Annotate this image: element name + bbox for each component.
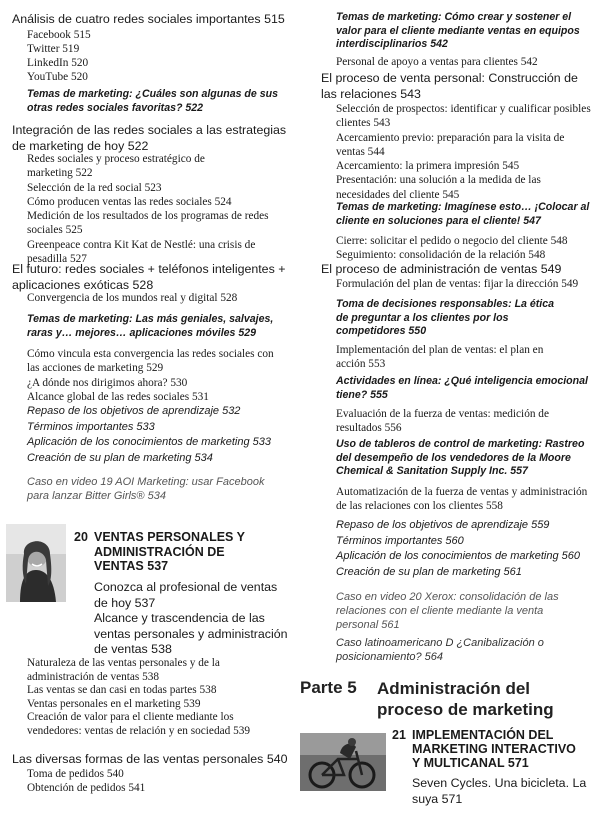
toc-subentry: Medición de los resultados de los programas de redes sociales 525 bbox=[27, 210, 269, 237]
toc-subentry: Formulación del plan de ventas: fijar la dirección 549 bbox=[336, 278, 579, 290]
toc-section-futuro: El futuro: redes sociales + teléfonos inteligentes + aplicaciones exóticas 528 bbox=[12, 262, 286, 292]
toc-subentry: Cierre: solicitar el pedido o negocio del cliente 548 bbox=[336, 235, 568, 247]
toc-section-administracion: El proceso de administración de ventas 549 bbox=[321, 262, 562, 276]
review-item: Creación de su plan de marketing 561 bbox=[336, 565, 522, 578]
part-title: Administración del proceso de marketing bbox=[377, 679, 554, 719]
review-item: Repaso de los objetivos de aprendizaje 532 bbox=[27, 405, 241, 417]
toc-subentry: Automatización de la fuerza de ventas y administración de las relaciones con los clientes 558 bbox=[336, 486, 588, 513]
toc-subentry: Selección de prospectos: identificar y cualificar posibles clientes 543 bbox=[336, 103, 591, 130]
toc-subentry: Obtención de pedidos 541 bbox=[27, 782, 146, 795]
video-case: Caso en video 20 Xerox: consolidación de las relaciones con el cliente mediante la venta personal 561 bbox=[336, 591, 559, 632]
video-case: Caso en video 19 AOI Marketing: usar Facebook para lanzar Bitter Girls® 534 bbox=[27, 476, 265, 503]
feature-box-aplicaciones: Temas de marketing: Las más geniales, salvajes, raras y… mejores… aplicaciones móviles 529 bbox=[27, 313, 274, 339]
feature-box-redes-favoritas: Temas de marketing: ¿Cuáles son algunas de sus otras redes sociales favoritas? 522 bbox=[27, 88, 278, 114]
toc-subentry: Acercamiento previo: preparación para la visita de ventas 544 bbox=[336, 131, 565, 158]
toc-subentry: Cómo producen ventas las redes sociales 524 bbox=[27, 195, 232, 208]
intro-item: Alcance y trascendencia de las ventas personales y administración de ventas 538 bbox=[94, 611, 288, 657]
toc-subentry: Twitter 519 bbox=[27, 42, 80, 55]
futuro-subentries bbox=[12, 347, 295, 404]
part-label: Parte 5 bbox=[300, 678, 357, 697]
toc-section: Análisis de cuatro redes sociales importantes 515 bbox=[12, 12, 285, 26]
review-item: Creación de su plan de marketing 534 bbox=[27, 451, 213, 464]
chapter-20-title: VENTAS PERSONALES Y ADMINISTRACIÓN DE VENTAS 537 bbox=[94, 530, 245, 573]
intro-item: Conozca al profesional de ventas de hoy 537 bbox=[94, 580, 278, 610]
chapter-21-number: 21 bbox=[392, 728, 406, 742]
feature-box-actividades: Actividades en línea: ¿Qué inteligencia emocional tiene? 555 bbox=[336, 375, 588, 401]
toc-subentry: Personal de apoyo a ventas para clientes 542 bbox=[336, 56, 538, 68]
chapter-20-intro bbox=[94, 580, 290, 658]
latam-case: Caso latinoamericano D ¿Canibalización o posicionamiento? 564 bbox=[336, 637, 544, 664]
toc-subentry: Cómo vincula esta convergencia las redes sociales con las acciones de marketing 529 bbox=[27, 348, 274, 375]
toc-subentry: Seguimiento: consolidación de la relación 548 bbox=[336, 249, 546, 262]
toc-section-proceso: El proceso de venta personal: Construcción de las relaciones 543 bbox=[321, 71, 578, 101]
feature-box-equipos: Temas de marketing: Cómo crear y sostener el valor para el cliente mediante ventas en equipos interdisciplinarios 542 bbox=[336, 11, 580, 51]
toc-subentry: Acercamiento: la primera impresión 545 bbox=[336, 160, 520, 173]
toc-subentry: Implementación del plan de ventas: el plan en acción 553 bbox=[336, 344, 544, 371]
chapter-20-photo bbox=[6, 524, 66, 602]
diversas-subentries bbox=[12, 767, 295, 796]
feature-box-etica: Toma de decisiones responsables: La ética de preguntar a los clientes por los competidores 550 bbox=[336, 298, 555, 338]
toc-section-diversas: Las diversas formas de las ventas personales 540 bbox=[12, 752, 288, 766]
review-item: Términos importantes 533 bbox=[27, 420, 155, 433]
toc-subentry: Convergencia de los mundos real y digital 528 bbox=[27, 292, 238, 304]
proceso-subentries bbox=[321, 102, 593, 202]
toc-subentry: Evaluación de la fuerza de ventas: medición de resultados 556 bbox=[336, 408, 549, 435]
review-list bbox=[12, 404, 295, 466]
toc-section-integracion: Integración de las redes sociales a las estrategias de marketing de hoy 522 bbox=[12, 123, 287, 153]
toc-subentry: Toma de pedidos 540 bbox=[27, 768, 124, 780]
toc-subentry: Redes sociales y proceso estratégico de marketing 522 bbox=[27, 153, 205, 180]
review-item: Aplicación de los conocimientos de marketing 560 bbox=[336, 550, 580, 563]
toc-subentry: YouTube 520 bbox=[27, 71, 88, 84]
toc-subentry: Alcance global de las redes sociales 531 bbox=[27, 390, 209, 403]
toc-subentry: Presentación: una solución a la medida de las necesidades del cliente 545 bbox=[336, 174, 541, 201]
integracion-subentries bbox=[12, 152, 295, 266]
toc-subentry: Ventas personales en el marketing 539 bbox=[27, 697, 201, 710]
toc-subentry: Facebook 515 bbox=[27, 28, 91, 41]
toc-subentry: LinkedIn 520 bbox=[27, 57, 89, 70]
chapter-21-title: IMPLEMENTACIÓN DEL MARKETING INTERACTIVO Y MULTICANAL 571 bbox=[412, 728, 576, 770]
toc-subentry: Las ventas se dan casi en todas partes 538 bbox=[27, 684, 217, 696]
feature-box-imaginese: Temas de marketing: Imagínese esto… ¡Colocar al cliente en soluciones para el cliente! 547 bbox=[336, 201, 590, 227]
toc-subentry: Greenpeace contra Kit Kat de Nestlé: una crisis de pesadilla 527 bbox=[27, 238, 256, 266]
review-item: Repaso de los objetivos de aprendizaje 559 bbox=[336, 519, 550, 531]
toc-subentry: Naturaleza de las ventas personales y de la administración de ventas 538 bbox=[27, 657, 220, 683]
review-list bbox=[321, 518, 593, 580]
chapter-21-intro: Seven Cycles. Una bicicleta. La suya 571 bbox=[412, 776, 587, 806]
toc-subentry: ¿A dónde nos dirigimos ahora? 530 bbox=[27, 376, 188, 389]
proceso-subentries-2 bbox=[321, 234, 593, 263]
toc-subentry: Selección de la red social 523 bbox=[27, 181, 162, 194]
toc-subentry: Creación de valor para el cliente mediante los vendedores: ventas de relación y en sociedad 539 bbox=[27, 711, 251, 737]
review-item: Términos importantes 560 bbox=[336, 534, 464, 547]
feature-box-tableros: Uso de tableros de control de marketing: Rastreo del desempeño de los vendedores de la Moore Chemical & Sanitation Supply Inc. 557 bbox=[336, 438, 585, 478]
chapter-21-photo bbox=[300, 733, 386, 791]
review-item: Aplicación de los conocimientos de marketing 533 bbox=[27, 436, 271, 449]
chapter-20-number: 20 bbox=[74, 530, 88, 544]
naturaleza-subentries bbox=[12, 657, 295, 738]
